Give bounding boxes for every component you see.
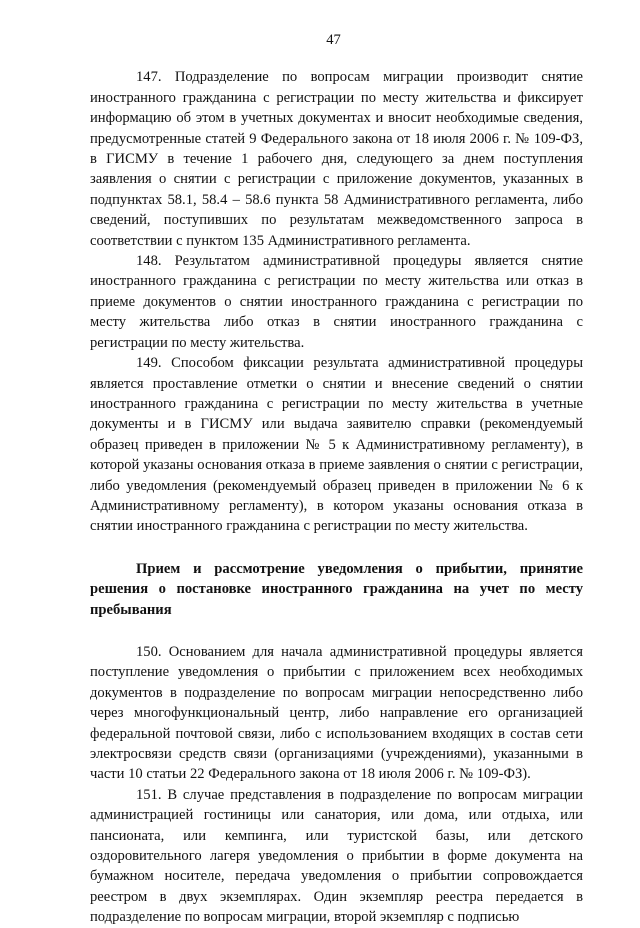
paragraph-150: 150. Основанием для начала административной процедуры является поступление уведомления о прибытии с приложением всех необходимых документов в подразделение по вопросам миграции непосредственно либо через многофункциональный центр, либо направление его организацией федеральной почтовой связи, либо с использованием входящих в состав сети электросвязи средств связи (организациями (учреждениями), указанными в части 10 статьи 22 Федерального закона от 18 июля 2006 г. № 109-ФЗ). (90, 643, 583, 783)
paragraph-147: 147. Подразделение по вопросам миграции производит снятие иностранного гражданина с регистрации по месту жительства и фиксирует информацию об этом в учетных документах и вносит необходимые сведения, предусмотренные статей 9 Федерального закона от 18 июля 2006 г. № 109-ФЗ, в ГИСМУ в течение 1 рабочего дня, следующего за днем поступления заявления о снятии с регистрации с приложение документов, указанных в подпунктах 58.1, 58.4 – 58.6 пункта 58 Административного регламента, либо сведений, поступивших по результатам межведомственного запроса в соответствии с пунктом 135 Административного регламента. (90, 69, 583, 249)
paragraph-148: 148. Результатом административной процедуры является снятие иностранного гражданина с регистрации по месту жительства или отказ в приеме документов о снятии иностранного гражданина с регистрации по месту жительства либо отказ в снятии иностранного гражданина с регистрации по месту жительства. (90, 253, 583, 351)
section-heading: Прием и рассмотрение уведомления о прибытии, принятие решения о постановке иностранного гражданина на учет по месту пребывания (90, 560, 583, 618)
paragraph-151: 151. В случае представления в подразделение по вопросам миграции администрацией гостиницы или санатория, или дома, или отдыха, или пансионата, или кемпинга, или туристской базы, или детского оздоровительного лагеря уведомления о прибытии в форме документа на бумажном носителе, передача уведомления о прибытии сопровождается реестром в двух экземплярах. Один экземпляр реестра передается в подразделение по вопросам миграции, второй экземпляр с подписью (90, 786, 583, 926)
page-number: 47 (326, 32, 341, 48)
paragraph-149: 149. Способом фиксации результата административной процедуры является проставление отметки о снятии и внесение сведений о снятии иностранного гражданина с регистрации по месту жительства в учетные документы и в ГИСМУ или выдача заявителю справки (рекомендуемый образец приведен в приложении № 5 к Административному регламенту), в которой указаны основания отказа в приеме заявления о снятии с регистрации, либо уведомления (рекомендуемый образец приведен в приложении № 6 к Административному регламенту), в котором указаны основания отказа в снятии иностранного гражданина с регистрации по месту жительства. (90, 355, 583, 535)
